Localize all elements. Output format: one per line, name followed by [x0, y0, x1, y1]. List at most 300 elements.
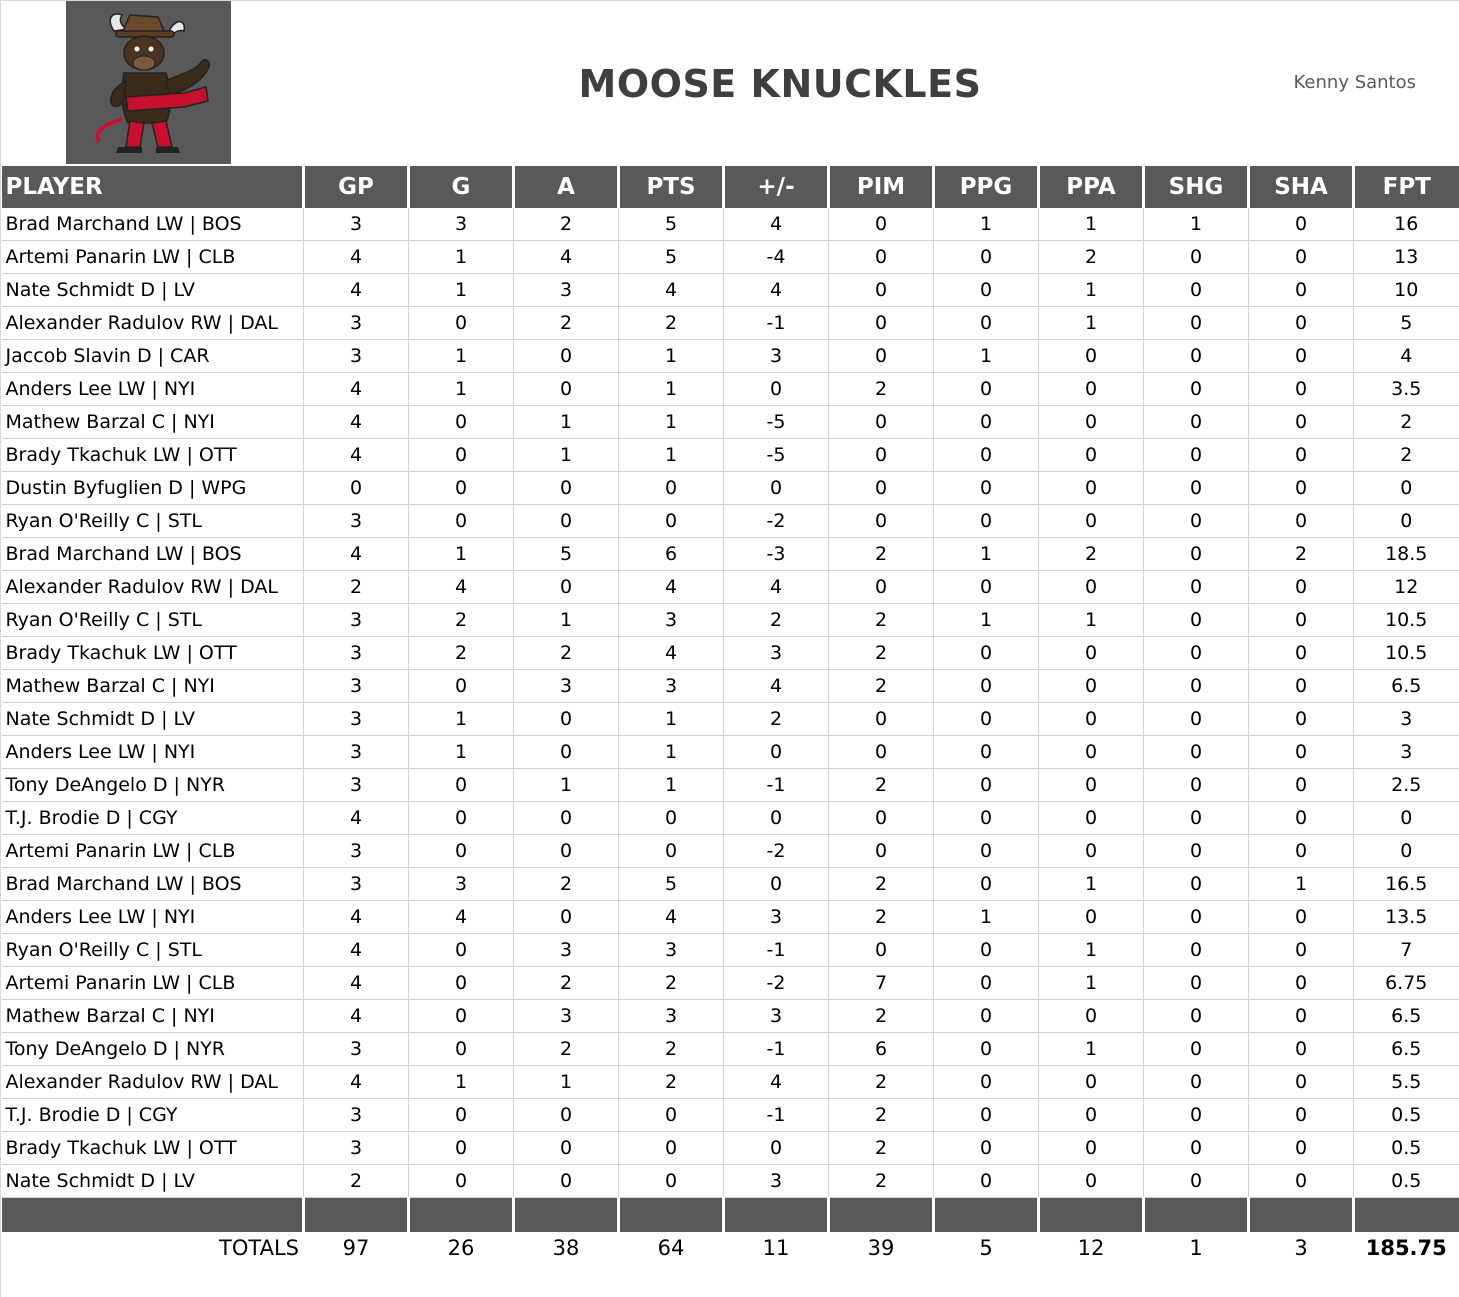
separator-cell	[829, 1198, 934, 1233]
stat-cell: 0	[1144, 307, 1249, 340]
stat-cell: 0	[1039, 736, 1144, 769]
stat-cell: 0	[724, 472, 829, 505]
stat-cell: 4	[304, 967, 409, 1000]
table-row	[2, 1165, 1459, 1198]
stat-cell: 1	[409, 1066, 514, 1099]
stat-cell: 0	[934, 472, 1039, 505]
table-row	[2, 340, 1459, 373]
stat-cell: 2	[1039, 241, 1144, 274]
table-row	[2, 472, 1459, 505]
stat-cell: 0	[514, 505, 619, 538]
player-cell: Brad Marchand LW | BOS	[2, 868, 304, 901]
stat-cell: 18.5	[1354, 538, 1459, 571]
stat-cell: 3	[304, 703, 409, 736]
player-cell: Artemi Panarin LW | CLB	[2, 241, 304, 274]
table-row	[2, 868, 1459, 901]
stat-cell: 0	[1144, 505, 1249, 538]
stat-cell: 1	[1039, 868, 1144, 901]
stat-cell: 0	[409, 835, 514, 868]
table-row	[2, 670, 1459, 703]
player-cell: Brady Tkachuk LW | OTT	[2, 637, 304, 670]
stat-cell: 0	[1039, 406, 1144, 439]
player-cell: Tony DeAngelo D | NYR	[2, 1033, 304, 1066]
stat-cell: 0	[409, 1165, 514, 1198]
stat-cell: 4	[619, 274, 724, 307]
player-cell: Anders Lee LW | NYI	[2, 736, 304, 769]
player-cell: Anders Lee LW | NYI	[2, 901, 304, 934]
stat-cell: 1	[934, 340, 1039, 373]
stat-cell: 4	[619, 571, 724, 604]
stat-cell: 0	[1354, 505, 1459, 538]
table-row	[2, 1000, 1459, 1033]
totals-separator-row	[2, 1198, 1459, 1233]
stat-cell: 3	[304, 670, 409, 703]
stat-cell: -1	[724, 1099, 829, 1132]
stat-cell: 3	[619, 934, 724, 967]
stat-cell: 3	[304, 340, 409, 373]
stat-cell: 0	[409, 670, 514, 703]
stat-cell: 3	[304, 736, 409, 769]
stat-cell: 1	[1144, 208, 1249, 241]
stat-cell: 2	[829, 868, 934, 901]
stat-cell: 2	[829, 373, 934, 406]
stat-cell: 0	[1039, 505, 1144, 538]
stat-cell: 0	[1249, 439, 1354, 472]
stat-cell: 3	[409, 208, 514, 241]
stat-cell: 4	[619, 901, 724, 934]
separator-cell	[304, 1198, 409, 1233]
column-header: FPT	[1354, 166, 1459, 208]
stat-cell: 3	[1354, 703, 1459, 736]
stat-cell: 3.5	[1354, 373, 1459, 406]
table-row	[2, 1033, 1459, 1066]
stat-cell: 0	[1144, 1099, 1249, 1132]
stat-cell: 13.5	[1354, 901, 1459, 934]
player-cell: Mathew Barzal C | NYI	[2, 406, 304, 439]
stat-cell: 4	[304, 934, 409, 967]
stat-cell: 4	[724, 670, 829, 703]
stat-cell: 0	[514, 340, 619, 373]
stat-cell: 6	[619, 538, 724, 571]
stat-cell: 1	[934, 208, 1039, 241]
table-row	[2, 604, 1459, 637]
stat-cell: 0	[829, 307, 934, 340]
table-row	[2, 307, 1459, 340]
stat-cell: 0	[1144, 835, 1249, 868]
column-header: SHA	[1249, 166, 1354, 208]
stat-cell: 0	[934, 439, 1039, 472]
stat-cell: 3	[304, 505, 409, 538]
column-header: A	[514, 166, 619, 208]
stat-cell: 0	[1039, 637, 1144, 670]
stat-cell: 0	[1249, 1033, 1354, 1066]
stat-cell: 0	[724, 1132, 829, 1165]
stat-cell: 3	[619, 1000, 724, 1033]
stat-cell: 3	[724, 901, 829, 934]
stat-cell: 0	[1249, 703, 1354, 736]
stat-cell: 0	[1144, 340, 1249, 373]
stat-cell: 2	[514, 868, 619, 901]
stat-cell: -2	[724, 505, 829, 538]
totals-label: TOTALS	[2, 1232, 304, 1264]
stat-cell: 0	[1249, 1165, 1354, 1198]
stat-cell: 4	[409, 901, 514, 934]
stat-cell: 2	[514, 208, 619, 241]
stat-cell: 0	[409, 406, 514, 439]
stat-cell: 6.5	[1354, 670, 1459, 703]
stat-cell: 5	[514, 538, 619, 571]
stat-cell: 0	[829, 439, 934, 472]
separator-cell	[2, 1198, 304, 1233]
stat-cell: 0	[1354, 802, 1459, 835]
stat-cell: 3	[409, 868, 514, 901]
stat-cell: -5	[724, 406, 829, 439]
stat-cell: 2	[1249, 538, 1354, 571]
player-cell: Nate Schmidt D | LV	[2, 1165, 304, 1198]
separator-cell	[1144, 1198, 1249, 1233]
stat-cell: 4	[304, 274, 409, 307]
stat-cell: 1	[514, 1066, 619, 1099]
stat-cell: 0	[1249, 274, 1354, 307]
stat-cell: -3	[724, 538, 829, 571]
total-cell: 12	[1039, 1232, 1144, 1264]
stat-cell: 0	[1249, 373, 1354, 406]
stat-cell: 0	[1144, 604, 1249, 637]
moose-mascot-icon	[66, 1, 231, 164]
player-cell: Nate Schmidt D | LV	[2, 703, 304, 736]
stat-cell: 0	[724, 373, 829, 406]
table-row	[2, 406, 1459, 439]
stat-cell: 3	[724, 1000, 829, 1033]
stat-cell: 4	[304, 241, 409, 274]
stat-cell: 0	[829, 241, 934, 274]
stat-cell: 0	[1249, 901, 1354, 934]
player-cell: Alexander Radulov RW | DAL	[2, 571, 304, 604]
stat-cell: 16	[1354, 208, 1459, 241]
stat-cell: 0	[409, 769, 514, 802]
stat-cell: 1	[1039, 967, 1144, 1000]
table-row	[2, 1132, 1459, 1165]
stat-cell: 2	[829, 637, 934, 670]
stat-cell: 0	[829, 406, 934, 439]
player-cell: Nate Schmidt D | LV	[2, 274, 304, 307]
stat-cell: 0	[409, 307, 514, 340]
stat-cell: 1	[1039, 934, 1144, 967]
stat-cell: 1	[619, 340, 724, 373]
stat-cell: 1	[934, 901, 1039, 934]
stat-cell: 1	[934, 604, 1039, 637]
stat-cell: 0	[934, 571, 1039, 604]
stat-cell: 0	[934, 934, 1039, 967]
stat-cell: 0	[934, 967, 1039, 1000]
player-cell: Dustin Byfuglien D | WPG	[2, 472, 304, 505]
stat-cell: 2	[409, 604, 514, 637]
stat-cell: 0	[409, 802, 514, 835]
stat-cell: 0	[619, 802, 724, 835]
stat-cell: -5	[724, 439, 829, 472]
stat-cell: 0	[514, 736, 619, 769]
stat-cell: 2	[514, 637, 619, 670]
stat-cell: 0	[514, 802, 619, 835]
total-cell: 38	[514, 1232, 619, 1264]
stat-cell: 2	[829, 769, 934, 802]
stat-cell: 0	[409, 505, 514, 538]
player-cell: Brad Marchand LW | BOS	[2, 538, 304, 571]
stat-cell: 0	[1039, 835, 1144, 868]
table-row	[2, 1066, 1459, 1099]
stat-cell: 0	[829, 505, 934, 538]
stat-cell: 0	[934, 736, 1039, 769]
stat-cell: 0.5	[1354, 1165, 1459, 1198]
stat-cell: 0	[1039, 703, 1144, 736]
stat-cell: 1	[409, 703, 514, 736]
stat-cell: 0	[1144, 406, 1249, 439]
stat-cell: 0	[934, 835, 1039, 868]
stat-cell: 0	[1249, 604, 1354, 637]
stat-cell: 0	[1144, 934, 1249, 967]
player-cell: T.J. Brodie D | CGY	[2, 802, 304, 835]
stat-cell: 4	[619, 637, 724, 670]
player-cell: Anders Lee LW | NYI	[2, 373, 304, 406]
stat-cell: 10	[1354, 274, 1459, 307]
stat-cell: 0	[1144, 1165, 1249, 1198]
stat-cell: 0	[1144, 967, 1249, 1000]
stat-cell: -1	[724, 1033, 829, 1066]
table-row	[2, 967, 1459, 1000]
stat-cell: 4	[724, 274, 829, 307]
stat-cell: 4	[724, 1066, 829, 1099]
stat-cell: 1	[1039, 208, 1144, 241]
stat-cell: 0	[934, 868, 1039, 901]
stat-cell: 0	[409, 1033, 514, 1066]
stat-cell: 0	[724, 802, 829, 835]
stat-cell: 2	[829, 1132, 934, 1165]
stat-cell: 1	[514, 406, 619, 439]
stat-cell: 1	[409, 538, 514, 571]
stat-cell: 0	[619, 1099, 724, 1132]
stat-cell: 1	[1039, 1033, 1144, 1066]
table-row	[2, 637, 1459, 670]
stat-cell: 4	[514, 241, 619, 274]
stat-cell: 3	[724, 637, 829, 670]
stat-cell: 3	[514, 274, 619, 307]
stat-cell: 3	[724, 340, 829, 373]
stat-cell: 2	[619, 1033, 724, 1066]
stat-cell: -1	[724, 934, 829, 967]
stat-cell: 4	[304, 439, 409, 472]
total-cell: 39	[829, 1232, 934, 1264]
column-header: PIM	[829, 166, 934, 208]
player-cell: Ryan O'Reilly C | STL	[2, 505, 304, 538]
table-row	[2, 241, 1459, 274]
player-cell: Artemi Panarin LW | CLB	[2, 967, 304, 1000]
total-cell: 5	[934, 1232, 1039, 1264]
stat-cell: 0	[1249, 208, 1354, 241]
table-row	[2, 769, 1459, 802]
player-cell: Brad Marchand LW | BOS	[2, 208, 304, 241]
stat-cell: 3	[304, 1099, 409, 1132]
stat-cell: 0	[1039, 472, 1144, 505]
column-header: SHG	[1144, 166, 1249, 208]
stat-cell: 0	[514, 472, 619, 505]
stat-cell: 16.5	[1354, 868, 1459, 901]
stat-cell: 4	[724, 208, 829, 241]
table-row	[2, 736, 1459, 769]
stat-cell: 0	[829, 340, 934, 373]
player-stats-table	[1, 166, 1459, 1264]
stat-cell: 2	[829, 1000, 934, 1033]
stat-cell: 0	[619, 1132, 724, 1165]
player-cell: Ryan O'Reilly C | STL	[2, 934, 304, 967]
stat-cell: 0	[934, 1066, 1039, 1099]
stat-cell: 3	[619, 670, 724, 703]
separator-cell	[934, 1198, 1039, 1233]
stat-cell: 3	[304, 1132, 409, 1165]
stat-cell: 0	[934, 769, 1039, 802]
player-cell: Brady Tkachuk LW | OTT	[2, 1132, 304, 1165]
stat-cell: 0	[829, 835, 934, 868]
stat-cell: 4	[304, 802, 409, 835]
stat-cell: 12	[1354, 571, 1459, 604]
stat-cell: -2	[724, 835, 829, 868]
table-row	[2, 274, 1459, 307]
stat-cell: 0	[1039, 1099, 1144, 1132]
totals-row	[2, 1232, 1459, 1264]
stat-cell: 0	[1144, 1000, 1249, 1033]
stat-cell: 0	[514, 1099, 619, 1132]
stat-cell: 0	[409, 472, 514, 505]
table-row	[2, 538, 1459, 571]
table-row	[2, 901, 1459, 934]
player-cell: Mathew Barzal C | NYI	[2, 1000, 304, 1033]
stat-cell: 0	[409, 439, 514, 472]
stat-cell: 0	[304, 472, 409, 505]
stat-cell: 5	[619, 868, 724, 901]
stat-cell: 0	[934, 241, 1039, 274]
stat-cell: 0.5	[1354, 1099, 1459, 1132]
stat-cell: 1	[619, 703, 724, 736]
stat-cell: 4	[304, 406, 409, 439]
stat-cell: 0	[1249, 769, 1354, 802]
stat-cell: 0	[1144, 769, 1249, 802]
stat-cell: 5.5	[1354, 1066, 1459, 1099]
stat-cell: 0	[1249, 406, 1354, 439]
stat-cell: 6.75	[1354, 967, 1459, 1000]
stat-cell: 2	[1039, 538, 1144, 571]
table-header-row	[2, 166, 1459, 208]
player-cell: Alexander Radulov RW | DAL	[2, 307, 304, 340]
stat-cell: 0	[829, 208, 934, 241]
stat-cell: 0	[1144, 439, 1249, 472]
stat-cell: 2	[829, 1165, 934, 1198]
stat-cell: 0	[1144, 703, 1249, 736]
separator-cell	[619, 1198, 724, 1233]
stat-cell: 2	[829, 901, 934, 934]
stat-cell: 0	[619, 1165, 724, 1198]
stat-cell: 3	[514, 670, 619, 703]
stat-cell: 6.5	[1354, 1033, 1459, 1066]
stat-cell: 5	[1354, 307, 1459, 340]
stat-cell: 0	[1144, 373, 1249, 406]
stat-cell: 0	[1039, 1132, 1144, 1165]
stat-cell: 3	[724, 1165, 829, 1198]
stat-cell: 2	[619, 967, 724, 1000]
stat-cell: 0	[514, 703, 619, 736]
total-cell: 11	[724, 1232, 829, 1264]
stat-cell: 3	[304, 307, 409, 340]
player-cell: T.J. Brodie D | CGY	[2, 1099, 304, 1132]
team-logo	[66, 1, 231, 164]
stat-cell: 1	[409, 274, 514, 307]
stat-cell: 0	[934, 1132, 1039, 1165]
stat-cell: 1	[1249, 868, 1354, 901]
stat-cell: 0	[1144, 274, 1249, 307]
stat-cell: 0	[934, 406, 1039, 439]
stat-cell: 13	[1354, 241, 1459, 274]
table-row	[2, 934, 1459, 967]
stat-cell: 0	[829, 736, 934, 769]
stat-cell: 0	[934, 670, 1039, 703]
stat-cell: 0	[1144, 1132, 1249, 1165]
column-header: GP	[304, 166, 409, 208]
stat-cell: 7	[829, 967, 934, 1000]
stat-cell: 0	[1249, 340, 1354, 373]
stat-cell: 10.5	[1354, 637, 1459, 670]
stat-cell: 0	[409, 934, 514, 967]
stat-cell: 0	[1039, 373, 1144, 406]
stat-cell: 0	[1039, 1000, 1144, 1033]
stat-cell: 0	[1249, 1066, 1354, 1099]
stat-cell: 0	[934, 1165, 1039, 1198]
stat-cell: 0	[1144, 802, 1249, 835]
stat-cell: 0	[1144, 571, 1249, 604]
stat-cell: 0	[1249, 241, 1354, 274]
stat-cell: 0	[1039, 439, 1144, 472]
stat-cell: 0	[619, 835, 724, 868]
stat-cell: 0	[1039, 1165, 1144, 1198]
stat-cell: 3	[304, 208, 409, 241]
stat-cell: 0	[934, 637, 1039, 670]
stat-cell: 0	[1249, 736, 1354, 769]
fpt-total-cell: 185.75	[1354, 1232, 1459, 1264]
stat-cell: 0	[1249, 472, 1354, 505]
stat-cell: 0	[1144, 538, 1249, 571]
stat-cell: 1	[619, 769, 724, 802]
stat-cell: 4	[724, 571, 829, 604]
stat-cell: 0	[934, 274, 1039, 307]
stat-cell: 0	[829, 274, 934, 307]
stat-cell: 2	[724, 604, 829, 637]
stat-cell: 3	[1354, 736, 1459, 769]
stat-cell: 0	[829, 571, 934, 604]
separator-cell	[724, 1198, 829, 1233]
stat-cell: 0	[1039, 670, 1144, 703]
stat-cell: 0	[514, 835, 619, 868]
stat-cell: 0	[514, 901, 619, 934]
stat-cell: 0.5	[1354, 1132, 1459, 1165]
table-row	[2, 373, 1459, 406]
owner-name: Kenny Santos	[1293, 72, 1416, 93]
stat-cell: 10.5	[1354, 604, 1459, 637]
stat-cell: 0	[724, 736, 829, 769]
stat-cell: 0	[1144, 901, 1249, 934]
table-row	[2, 208, 1459, 241]
column-header: G	[409, 166, 514, 208]
stat-cell: 0	[1039, 901, 1144, 934]
stat-cell: 3	[514, 1000, 619, 1033]
stat-cell: 0	[514, 1165, 619, 1198]
stat-cell: 2	[619, 1066, 724, 1099]
